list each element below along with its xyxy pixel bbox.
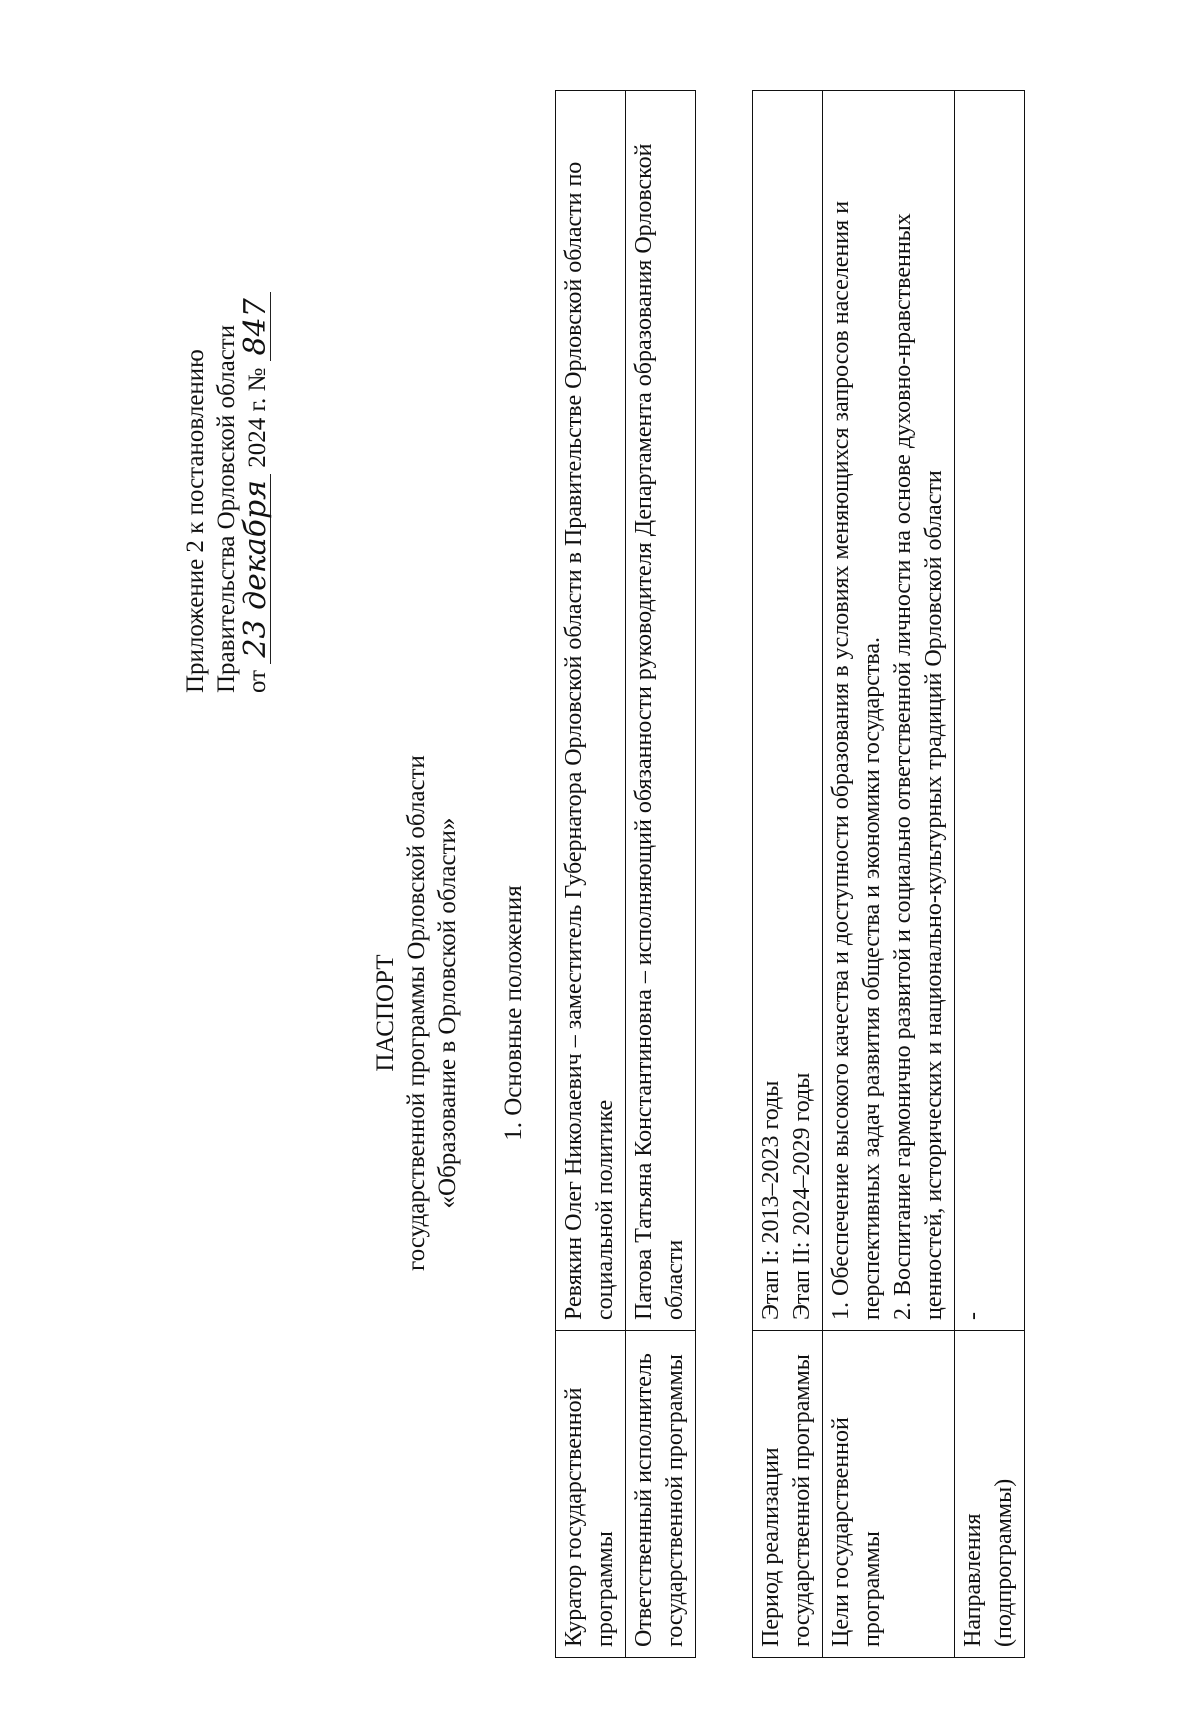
period-stage-2: Этап II: 2024–2029 годы xyxy=(789,1072,815,1320)
directions-label: Направления (подпрограммы) xyxy=(955,1331,1025,1658)
period-stage-1: Этап I: 2013–2023 годы xyxy=(758,1080,784,1320)
annex-date-line xyxy=(238,173,273,693)
executor-value: Патова Татьяна Константиновна – исполняющий обязанности руководителя Департамента образования Орловской области xyxy=(626,91,696,1331)
goals-value xyxy=(823,91,955,1331)
executor-label: Ответственный исполнитель государственной программы xyxy=(626,1331,696,1658)
period-value xyxy=(753,91,823,1331)
table-row xyxy=(753,91,823,1658)
goal-2: 2. Воспитание гармонично развитой и социально ответственной личности на основе духовно-нравственных ценностей, исторических и национально-культурных традиций Орловской области xyxy=(890,213,947,1320)
annex-line-2: Правительства Орловской области xyxy=(213,324,240,693)
handwritten-number: 847 xyxy=(242,292,271,361)
table-row xyxy=(955,91,1025,1658)
title-main: ПАСПОРТ xyxy=(372,954,399,1072)
table-row xyxy=(823,91,955,1658)
document-title xyxy=(370,513,463,1513)
main-provisions-table-1 xyxy=(555,90,696,1658)
directions-value: - xyxy=(955,91,1025,1331)
annex-from-prefix: от xyxy=(244,669,271,693)
goal-1: 1. Обеспечение высокого качества и доступности образования в условиях меняющихся запросов населения и перспективных задач развития общества и экономики государства. xyxy=(828,200,885,1320)
table-row xyxy=(626,91,696,1658)
goals-label: Цели государственной программы xyxy=(823,1331,955,1658)
annex-year-text: 2024 г. № xyxy=(244,367,271,468)
annex-line-1: Приложение 2 к постановлению xyxy=(182,349,209,693)
annex-block xyxy=(180,173,273,693)
section-title: 1. Основные положения xyxy=(500,885,527,1141)
curator-value: Ревякин Олег Николаевич – заместитель Губернатора Орловской области в Правительстве Орловской области по социальной политике xyxy=(556,91,626,1331)
title-line-2: государственной программы Орловской области xyxy=(403,755,430,1271)
curator-label: Куратор государственной программы xyxy=(556,1331,626,1658)
table-row xyxy=(556,91,626,1658)
title-line-3: «Образование в Орловской области» xyxy=(434,817,461,1209)
period-label: Период реализации государственной программы xyxy=(753,1331,823,1658)
main-provisions-table-2 xyxy=(752,90,1025,1658)
handwritten-date: 23 декабря xyxy=(242,474,271,664)
